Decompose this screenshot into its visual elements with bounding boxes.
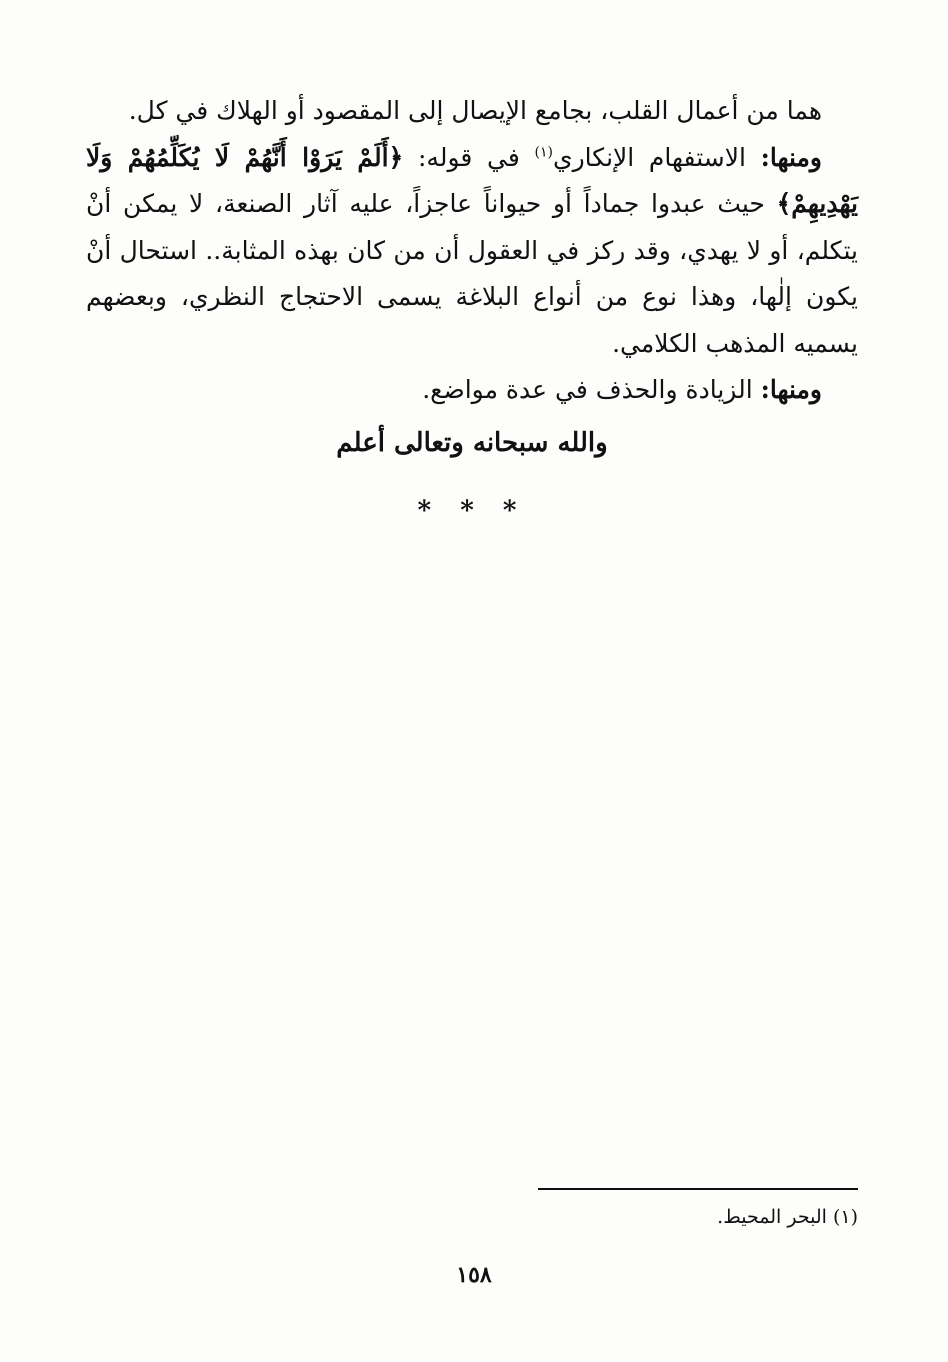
paragraph-3-lead: ومنها: xyxy=(760,375,822,404)
paragraph-3 xyxy=(86,367,858,414)
footnote-marker: (١) xyxy=(832,1206,858,1228)
paragraph-2 xyxy=(86,135,858,368)
page-number: ١٥٨ xyxy=(456,1262,492,1288)
paragraph-2-text-b: في قوله: xyxy=(418,142,520,172)
quran-verse: ﴿أَلَمْ يَرَوْا أَنَّهُمْ لَا يُكَلِّمُهُمْ وَلَا يَهْدِيهِمْ﴾ xyxy=(86,142,858,218)
paragraph-2-text-c: حيث عبدوا جماداً أو حيواناً عاجزاً، عليه آثار الصنعة، لا يمكن أنْ يتكلم، أو لا يهدي، وقد ركز في العقول أن من كان بهذه المثابة.. استحال أنْ يكون إلٰها، وهذا نوع من أنواع البلاغة يسمى الاحتجاج النظري، وبعضهم يسميه المذهب الكلامي. xyxy=(86,189,858,358)
footnote-text: البحر المحيط. xyxy=(717,1206,827,1228)
body-text xyxy=(86,88,858,414)
footnote-divider xyxy=(538,1188,858,1190)
footnote-reference: (١) xyxy=(534,144,553,161)
paragraph-2-lead: ومنها: xyxy=(760,142,823,172)
footnote xyxy=(86,1206,858,1228)
paragraph-3-text: الزيادة والحذف في عدة مواضع. xyxy=(422,375,753,404)
paragraph-2-text-a: الاستفهام الإنكاري xyxy=(553,142,746,172)
paragraph-1: هما من أعمال القلب، بجامع الإيصال إلى المقصود أو الهلاك في كل. xyxy=(128,96,822,125)
closing-phrase: والله سبحانه وتعالى أعلم xyxy=(336,428,608,458)
section-separator: * * * xyxy=(417,496,527,526)
